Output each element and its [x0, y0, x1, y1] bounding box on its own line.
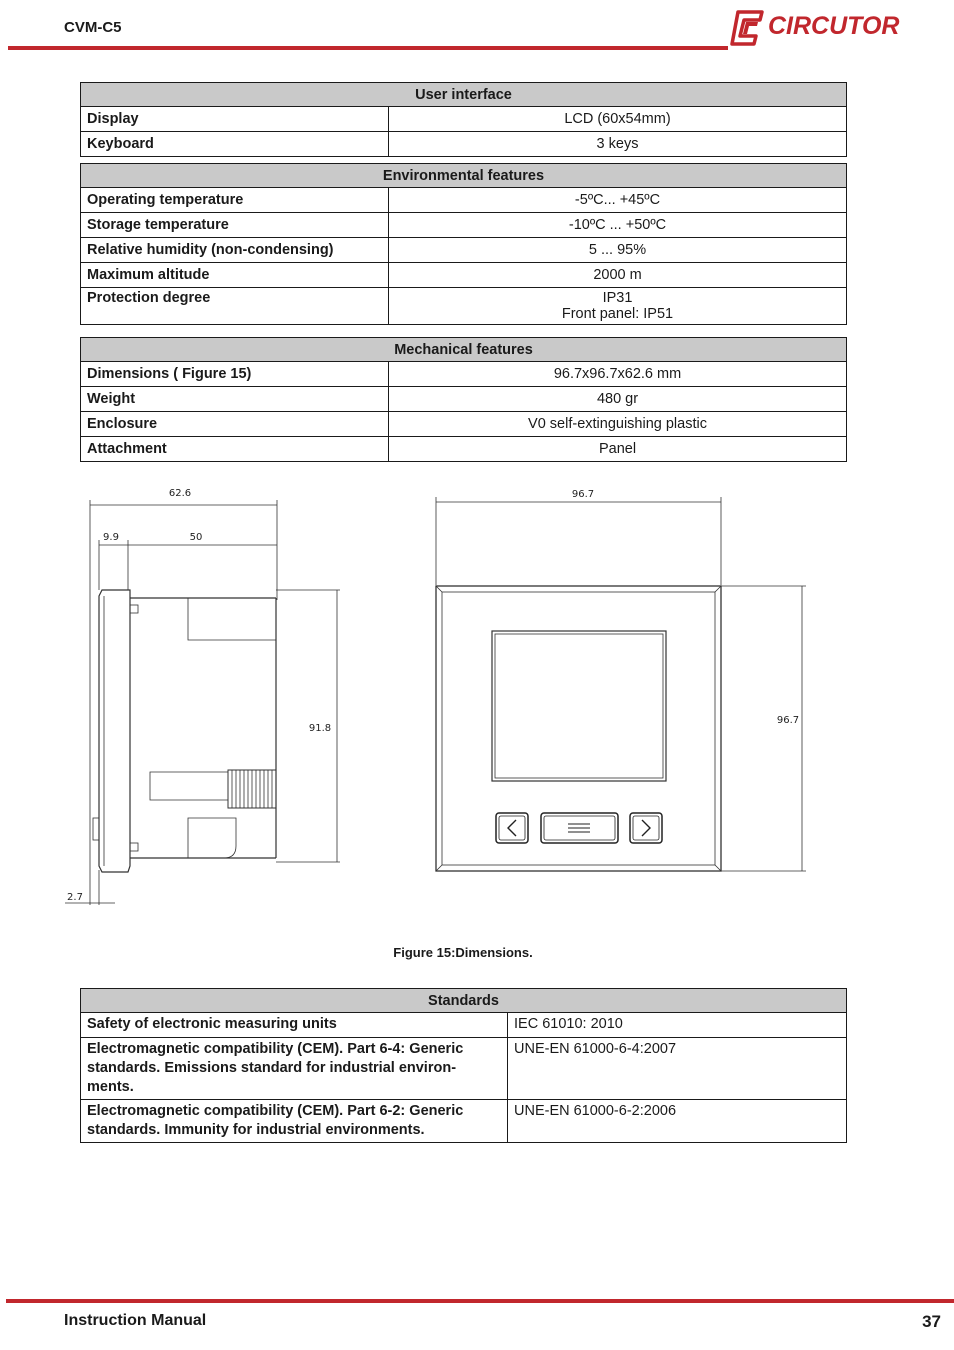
- row-label: Storage temperature: [81, 213, 389, 238]
- row-label: Safety of electronic measuring units: [81, 1013, 508, 1038]
- table-row: [81, 188, 847, 213]
- protection-front-value: Front panel: IP51: [561, 306, 674, 322]
- dim-bezel: 2.7: [67, 892, 83, 903]
- row-value: 480 gr: [389, 387, 847, 412]
- chevron-right-icon: [630, 813, 662, 843]
- circutor-logo-icon: [730, 8, 766, 46]
- brand-name: CIRCUTOR: [768, 12, 900, 40]
- table-row: [81, 132, 847, 157]
- table-row: [81, 362, 847, 387]
- dim-body: 50: [189, 532, 203, 543]
- row-label: [81, 1100, 508, 1143]
- table-row: [81, 1038, 847, 1100]
- table-row: [81, 263, 847, 288]
- label-line: Electromagnetic compatibility (CEM). Part 6-4: Generic: [87, 1041, 464, 1057]
- row-value: 5 ... 95%: [389, 238, 847, 263]
- table-title: User interface: [81, 83, 847, 107]
- table-title: Mechanical features: [81, 338, 847, 362]
- label-line: Electromagnetic compatibility (CEM). Part 6-2: Generic: [87, 1103, 464, 1119]
- dim-height: 96.7: [776, 715, 800, 726]
- brand-logo: [730, 8, 910, 46]
- dim-width: 96.7: [571, 489, 595, 500]
- row-value: LCD (60x54mm): [389, 107, 847, 132]
- table-row: [81, 1013, 847, 1038]
- user-interface-table: [80, 82, 847, 157]
- dim-body-height: 91.8: [308, 723, 332, 734]
- row-value: -10ºC ... +50ºC: [389, 213, 847, 238]
- row-label: Relative humidity (non-condensing): [81, 238, 389, 263]
- table-title: Standards: [81, 989, 847, 1013]
- environmental-table: [80, 163, 847, 325]
- table-row: [81, 1100, 847, 1143]
- footer-title: Instruction Manual: [64, 1312, 207, 1329]
- standards-table: [80, 988, 847, 1143]
- row-value: 2000 m: [389, 263, 847, 288]
- table-row: [81, 213, 847, 238]
- table-row: [81, 387, 847, 412]
- chevron-left-icon: [496, 813, 528, 843]
- row-label: Maximum altitude: [81, 263, 389, 288]
- row-value: UNE-EN 61000-6-2:2006: [508, 1100, 847, 1143]
- table-row: [81, 412, 847, 437]
- label-line: standards. Immunity for industrial environments.: [87, 1122, 425, 1138]
- row-label: Keyboard: [81, 132, 389, 157]
- table-row: [81, 437, 847, 462]
- row-label: Weight: [81, 387, 389, 412]
- footer-rule: [6, 1299, 954, 1303]
- dimensions-figure: [60, 480, 820, 910]
- menu-icon: [541, 813, 618, 843]
- row-value: 96.7x96.7x62.6 mm: [389, 362, 847, 387]
- row-label: Attachment: [81, 437, 389, 462]
- dim-front-part: 9.9: [103, 532, 119, 543]
- row-label: Enclosure: [81, 412, 389, 437]
- row-value: IEC 61010: 2010: [508, 1013, 847, 1038]
- row-label: Dimensions ( Figure 15): [81, 362, 389, 387]
- row-value: Panel: [389, 437, 847, 462]
- row-value: -5ºC... +45ºC: [389, 188, 847, 213]
- figure-caption: Figure 15:Dimensions.: [393, 945, 533, 960]
- protection-value: IP31: [602, 290, 633, 306]
- mechanical-table: [80, 337, 847, 462]
- row-label: Operating temperature: [81, 188, 389, 213]
- table-title: Environmental features: [81, 164, 847, 188]
- label-line: ments.: [87, 1079, 134, 1095]
- row-value: [389, 288, 847, 325]
- table-row: [81, 107, 847, 132]
- table-row: [81, 288, 847, 325]
- front-keys: [496, 813, 662, 843]
- row-value: 3 keys: [389, 132, 847, 157]
- dim-depth-total: 62.6: [168, 488, 192, 499]
- row-label: Display: [81, 107, 389, 132]
- document-model: CVM-C5: [64, 19, 122, 36]
- row-value: UNE-EN 61000-6-4:2007: [508, 1038, 847, 1100]
- row-label: [81, 1038, 508, 1100]
- row-value: V0 self-extinguishing plastic: [389, 412, 847, 437]
- page-number: 37: [922, 1312, 941, 1331]
- label-line: standards. Emissions standard for industrial environ-: [87, 1060, 457, 1076]
- row-label: Protection degree: [81, 288, 389, 325]
- header-rule: [8, 46, 728, 50]
- table-row: [81, 238, 847, 263]
